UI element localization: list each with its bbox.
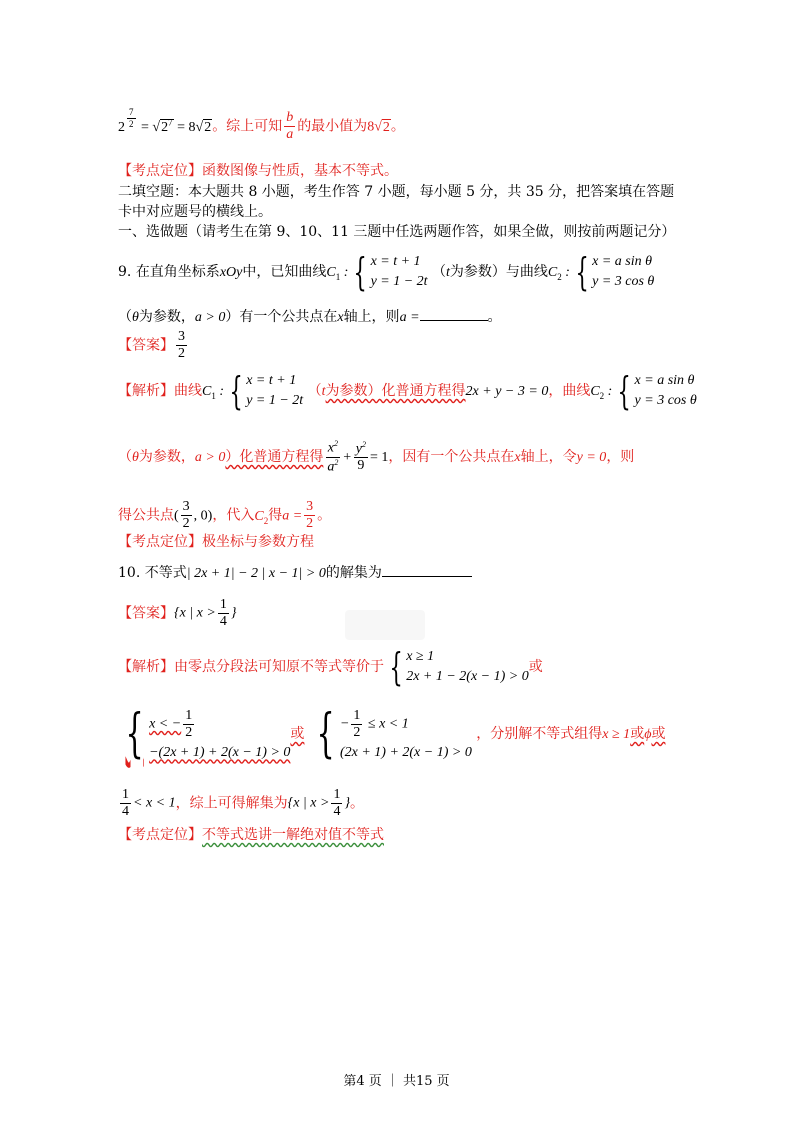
analysis-label: 【解析】 (118, 659, 174, 675)
formula-c2: $C_2$ : (547, 265, 570, 282)
kaodian-label: 【考点定位】 (118, 827, 202, 843)
analysis-label: 【解析】 (118, 383, 174, 399)
system-c1: { x = t + 1 y = 1 − 2t (353, 250, 428, 294)
formula-c1: $C_1$ : (326, 265, 349, 282)
formula-xoy: xOy (219, 265, 243, 280)
system-c2: { x = a sin θ y = 3 cos θ (575, 250, 655, 294)
question-number: 9. (118, 264, 132, 280)
question-9: 9. 在直角坐标系xOy中，已知曲线$C_1$ : { x = t + 1 y = 1 − 2t （t为参数）与曲线$C_2$ : { x = a sin θ y = 3 cos θ (118, 250, 655, 294)
formula-b-over-a: $\frac{b}{a}$ (286, 110, 294, 143)
analysis-10: 【解析】由零点分段法可知原不等式等价于 { x ≥ 1 2x + 1 − 2(x − 1) > 0 或 (118, 645, 543, 689)
analysis-9-cont: （θ为参数，a > 0）化普通方程得 $\frac{x^2}{a^2}$ + $\frac{y^2}{9}$ = 1，因有一个公共点在x轴上，令y = 0，则 (118, 439, 635, 475)
answer-9 (118, 330, 189, 361)
question-9-cont: （θ为参数，a > 0）有一个公共点在x轴上，则a = 。 (118, 309, 502, 325)
answer-value: $\frac{3}{2}$ (178, 329, 185, 361)
analysis-9: 【解析】曲线$C_1$ : { x = t + 1 y = 1 − 2t （t为参数）化普通方程得2x + y − 3 = 0，曲线$C_2$ : { x = a sin θ y = 3 cos θ (118, 369, 697, 413)
section-2-intro: 二填空题：本大题共 8 小题，考生作答 7 小题，每小题 5 分，共 35 分，把答案填在答题 (118, 184, 675, 200)
section-2-intro-cont: 卡中对应题号的横线上。 (118, 204, 272, 220)
kaodian-text: 极坐标与参数方程 (202, 534, 314, 550)
question-10: 10. 不等式| 2x + 1| − 2 | x − 1| > 0的解集为 (118, 566, 472, 581)
page-footer: 第4 页 ｜ 共15 页 (343, 1074, 450, 1089)
formula-min: 8√2 (367, 119, 390, 135)
answer-blank-9 (420, 320, 488, 321)
question-number: 10. (118, 565, 141, 581)
kaodian-text: 不等式选讲一解绝对值不等式 (202, 827, 384, 843)
line-min-value: 2 $^{\frac{7}{2}}$ = $√2^7 = 8√2$。综上可知 $\frac{b}{a}$ 的最小值为8√2。 (118, 107, 405, 143)
analysis-10-cont: { x < − $\frac{1}{2}$ −(2x + 1) + 2(x − 1) > 0 或 { − $\frac{1}{2}$ ≤ x < 1 (2x + 1) + 2(x − 1) > 0 ，分别解不等式组得x ≥ 1或ϕ或 (125, 704, 666, 764)
kaodian-10 (118, 828, 384, 842)
answer-label: 【答案】 (118, 605, 174, 622)
conclusion-text: 。综上可知 (212, 118, 283, 135)
kaodian-1 (118, 164, 398, 178)
kaodian-label: 【考点定位】 (118, 534, 202, 550)
answer-10: 【答案】{x | x > $\frac{1}{4}$ } (118, 597, 237, 629)
answer-blank-10 (382, 576, 472, 577)
kaodian-text: 函数图像与性质，基本不等式。 (202, 163, 398, 179)
section-choice-intro: 一、选做题（请考生在第 9、10、11 三题中任选两题作答，如果全做，则按前两题记分） (118, 224, 676, 240)
formula-power: 2 $^{\frac{7}{2}}$ = $√2^7 = 8√2$ (118, 107, 212, 135)
watermark-logo (340, 600, 430, 650)
analysis-9-cont2: 得公共点( $\frac{3}{2}$ , 0)，代入$C_2$得a = $\frac{3}{2}$ 。 (118, 499, 332, 531)
kaodian-label: 【考点定位】 (118, 163, 202, 179)
answer-label: 【答案】 (118, 337, 174, 354)
analysis-10-cont2: $\frac{1}{4}$ < x < 1，综上可得解集为{x | x > $\frac{1}{4}$ }。 (122, 787, 365, 819)
kaodian-9 (118, 535, 314, 549)
